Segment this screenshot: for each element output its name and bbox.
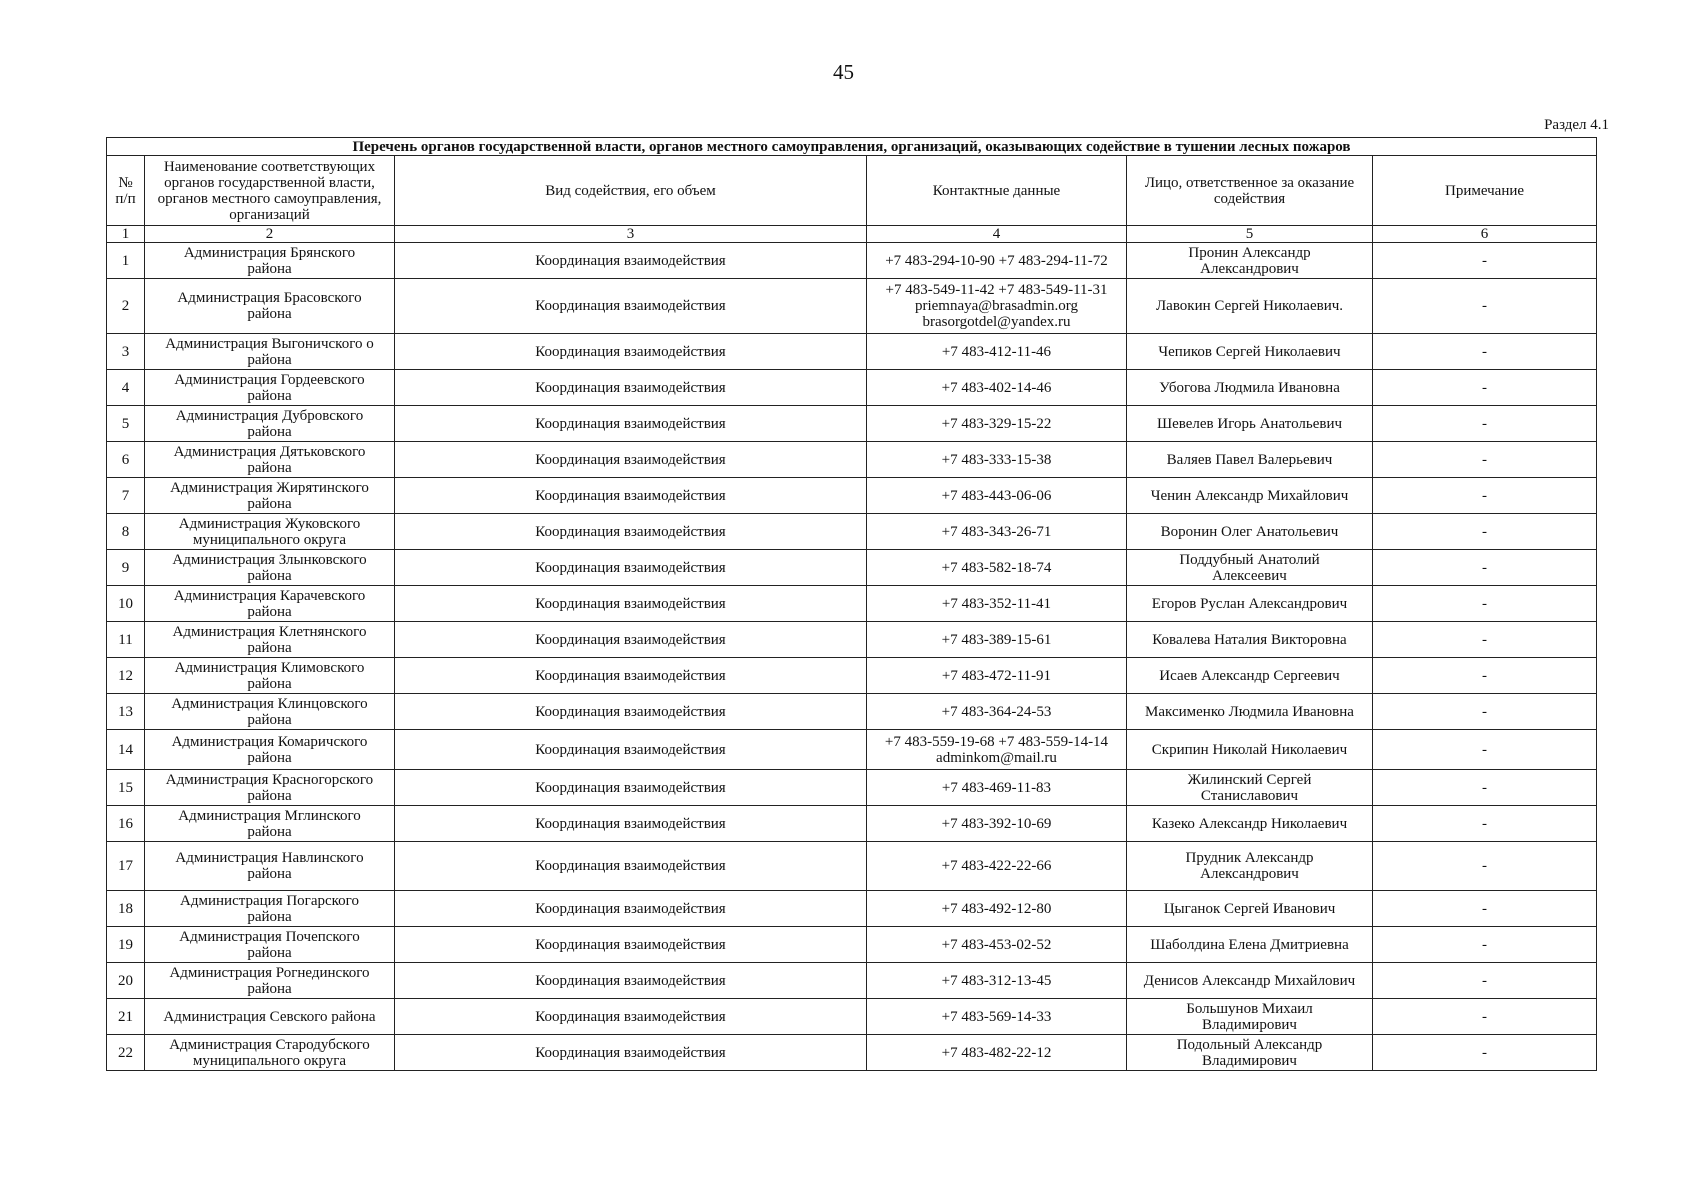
- assistance-type: Координация взаимодействия: [395, 622, 867, 658]
- contact-details: +7 483-422-22-66: [867, 842, 1127, 891]
- note: -: [1373, 550, 1597, 586]
- note: -: [1373, 730, 1597, 770]
- column-number: 5: [1127, 226, 1373, 243]
- responsible-person: Скрипин Николай Николаевич: [1127, 730, 1373, 770]
- header-help: Вид содействия, его объем: [395, 156, 867, 226]
- table-row: [107, 586, 1597, 622]
- assistance-type: Координация взаимодействия: [395, 730, 867, 770]
- row-number: 13: [107, 694, 145, 730]
- column-number: 2: [145, 226, 395, 243]
- organization-name: Администрация Дубровского района: [145, 406, 395, 442]
- row-number: 22: [107, 1035, 145, 1071]
- header-contact: Контактные данные: [867, 156, 1127, 226]
- table-row: [107, 442, 1597, 478]
- contact-details: +7 483-469-11-83: [867, 770, 1127, 806]
- organization-name: Администрация Карачевского района: [145, 586, 395, 622]
- assistance-type: Координация взаимодействия: [395, 806, 867, 842]
- contact-details: +7 483-492-12-80: [867, 891, 1127, 927]
- table-row: [107, 770, 1597, 806]
- row-number: 5: [107, 406, 145, 442]
- note: -: [1373, 927, 1597, 963]
- row-number: 8: [107, 514, 145, 550]
- table-title: Перечень органов государственной власти, органов местного самоуправления, организаций, оказывающих содействие в тушении лесных пожаров: [107, 138, 1597, 156]
- organization-name: Администрация Жуковского муниципального округа: [145, 514, 395, 550]
- assistance-type: Координация взаимодействия: [395, 694, 867, 730]
- table-row: [107, 842, 1597, 891]
- table-row: [107, 730, 1597, 770]
- note: -: [1373, 243, 1597, 279]
- organization-name: Администрация Погарского района: [145, 891, 395, 927]
- assistance-type: Координация взаимодействия: [395, 658, 867, 694]
- responsible-person: Большунов Михаил Владимирович: [1127, 999, 1373, 1035]
- table-row: [107, 622, 1597, 658]
- note: -: [1373, 891, 1597, 927]
- note: -: [1373, 406, 1597, 442]
- assistance-type: Координация взаимодействия: [395, 279, 867, 334]
- row-number: 10: [107, 586, 145, 622]
- row-number: 1: [107, 243, 145, 279]
- assistance-type: Координация взаимодействия: [395, 442, 867, 478]
- row-number: 21: [107, 999, 145, 1035]
- note: -: [1373, 770, 1597, 806]
- table-body: [107, 243, 1597, 1071]
- responsible-person: Воронин Олег Анатольевич: [1127, 514, 1373, 550]
- organization-name: Администрация Брасовского района: [145, 279, 395, 334]
- row-number: 14: [107, 730, 145, 770]
- responsible-person: Жилинский Сергей Станиславович: [1127, 770, 1373, 806]
- contact-details: +7 483-559-19-68 +7 483-559-14-14 adminkom@mail.ru: [867, 730, 1127, 770]
- organization-name: Администрация Жирятинского района: [145, 478, 395, 514]
- assistance-type: Координация взаимодействия: [395, 963, 867, 999]
- note: -: [1373, 658, 1597, 694]
- organization-name: Администрация Дятьковского района: [145, 442, 395, 478]
- responsible-person: Прудник Александр Александрович: [1127, 842, 1373, 891]
- row-number: 3: [107, 334, 145, 370]
- note: -: [1373, 478, 1597, 514]
- column-number: 6: [1373, 226, 1597, 243]
- column-number: 1: [107, 226, 145, 243]
- note: -: [1373, 694, 1597, 730]
- table-row: [107, 370, 1597, 406]
- contact-details: +7 483-389-15-61: [867, 622, 1127, 658]
- assistance-type: Координация взаимодействия: [395, 334, 867, 370]
- table-row: [107, 806, 1597, 842]
- table-row: [107, 279, 1597, 334]
- row-number: 4: [107, 370, 145, 406]
- note: -: [1373, 514, 1597, 550]
- note: -: [1373, 1035, 1597, 1071]
- organization-name: Администрация Клетнянского района: [145, 622, 395, 658]
- table-row: [107, 406, 1597, 442]
- organization-name: Администрация Гордеевского района: [145, 370, 395, 406]
- note: -: [1373, 806, 1597, 842]
- header-person: Лицо, ответственное за оказание содействия: [1127, 156, 1373, 226]
- table-row: [107, 963, 1597, 999]
- responsible-person: Подольный Александр Владимирович: [1127, 1035, 1373, 1071]
- responsible-person: Денисов Александр Михайлович: [1127, 963, 1373, 999]
- header-name: Наименование соответствующих органов государственной власти, органов местного самоуправления, организаций: [145, 156, 395, 226]
- contact-details: +7 483-482-22-12: [867, 1035, 1127, 1071]
- contact-details: +7 483-312-13-45: [867, 963, 1127, 999]
- table-row: [107, 478, 1597, 514]
- responsible-person: Цыганок Сергей Иванович: [1127, 891, 1373, 927]
- responsible-person: Шаболдина Елена Дмитриевна: [1127, 927, 1373, 963]
- assistance-type: Координация взаимодействия: [395, 550, 867, 586]
- row-number: 18: [107, 891, 145, 927]
- responsible-person: Валяев Павел Валерьевич: [1127, 442, 1373, 478]
- organization-name: Администрация Комаричского района: [145, 730, 395, 770]
- row-number: 17: [107, 842, 145, 891]
- assistance-type: Координация взаимодействия: [395, 406, 867, 442]
- contact-details: +7 483-333-15-38: [867, 442, 1127, 478]
- responsible-person: Ченин Александр Михайлович: [1127, 478, 1373, 514]
- table-row: [107, 1035, 1597, 1071]
- table-row: [107, 891, 1597, 927]
- assistance-type: Координация взаимодействия: [395, 478, 867, 514]
- row-number: 12: [107, 658, 145, 694]
- contact-details: +7 483-472-11-91: [867, 658, 1127, 694]
- assistance-type: Координация взаимодействия: [395, 770, 867, 806]
- note: -: [1373, 442, 1597, 478]
- contact-details: +7 483-294-10-90 +7 483-294-11-72: [867, 243, 1127, 279]
- assistance-type: Координация взаимодействия: [395, 370, 867, 406]
- organizations-table: [106, 137, 1597, 1071]
- table-row: [107, 334, 1597, 370]
- column-number-row: [107, 226, 1597, 243]
- responsible-person: Егоров Руслан Александрович: [1127, 586, 1373, 622]
- note: -: [1373, 334, 1597, 370]
- contact-details: +7 483-343-26-71: [867, 514, 1127, 550]
- organization-name: Администрация Выгоничского о района: [145, 334, 395, 370]
- responsible-person: Поддубный Анатолий Алексеевич: [1127, 550, 1373, 586]
- table-row: [107, 694, 1597, 730]
- organization-name: Администрация Климовского района: [145, 658, 395, 694]
- table-row: [107, 658, 1597, 694]
- table-row: [107, 243, 1597, 279]
- header-note: Примечание: [1373, 156, 1597, 226]
- row-number: 15: [107, 770, 145, 806]
- organization-name: Администрация Навлинского района: [145, 842, 395, 891]
- responsible-person: Шевелев Игорь Анатольевич: [1127, 406, 1373, 442]
- responsible-person: Убогова Людмила Ивановна: [1127, 370, 1373, 406]
- responsible-person: Казеко Александр Николаевич: [1127, 806, 1373, 842]
- contact-details: +7 483-402-14-46: [867, 370, 1127, 406]
- row-number: 7: [107, 478, 145, 514]
- responsible-person: Исаев Александр Сергеевич: [1127, 658, 1373, 694]
- organization-name: Администрация Красногорского района: [145, 770, 395, 806]
- assistance-type: Координация взаимодействия: [395, 891, 867, 927]
- responsible-person: Ковалева Наталия Викторовна: [1127, 622, 1373, 658]
- responsible-person: Максименко Людмила Ивановна: [1127, 694, 1373, 730]
- assistance-type: Координация взаимодействия: [395, 586, 867, 622]
- assistance-type: Координация взаимодействия: [395, 842, 867, 891]
- row-number: 2: [107, 279, 145, 334]
- contact-details: +7 483-569-14-33: [867, 999, 1127, 1035]
- organization-name: Администрация Севского района: [145, 999, 395, 1035]
- organization-name: Администрация Злынковского района: [145, 550, 395, 586]
- contact-details: +7 483-329-15-22: [867, 406, 1127, 442]
- column-number: 4: [867, 226, 1127, 243]
- contact-details: +7 483-549-11-42 +7 483-549-11-31 priemnaya@brasadmin.org brasorgotdel@yandex.ru: [867, 279, 1127, 334]
- column-number: 3: [395, 226, 867, 243]
- row-number: 20: [107, 963, 145, 999]
- note: -: [1373, 963, 1597, 999]
- assistance-type: Координация взаимодействия: [395, 999, 867, 1035]
- section-label: Раздел 4.1: [1544, 117, 1609, 133]
- contact-details: +7 483-352-11-41: [867, 586, 1127, 622]
- contact-details: +7 483-443-06-06: [867, 478, 1127, 514]
- assistance-type: Координация взаимодействия: [395, 1035, 867, 1071]
- assistance-type: Координация взаимодействия: [395, 243, 867, 279]
- organization-name: Администрация Рогнединского района: [145, 963, 395, 999]
- note: -: [1373, 842, 1597, 891]
- note: -: [1373, 279, 1597, 334]
- organization-name: Администрация Стародубского муниципального округа: [145, 1035, 395, 1071]
- assistance-type: Координация взаимодействия: [395, 514, 867, 550]
- contact-details: +7 483-582-18-74: [867, 550, 1127, 586]
- table-row: [107, 514, 1597, 550]
- note: -: [1373, 999, 1597, 1035]
- row-number: 19: [107, 927, 145, 963]
- table-row: [107, 927, 1597, 963]
- note: -: [1373, 586, 1597, 622]
- responsible-person: Пронин Александр Александрович: [1127, 243, 1373, 279]
- note: -: [1373, 622, 1597, 658]
- organization-name: Администрация Мглинского района: [145, 806, 395, 842]
- contact-details: +7 483-392-10-69: [867, 806, 1127, 842]
- row-number: 16: [107, 806, 145, 842]
- row-number: 9: [107, 550, 145, 586]
- organization-name: Администрация Брянского района: [145, 243, 395, 279]
- responsible-person: Лавокин Сергей Николаевич.: [1127, 279, 1373, 334]
- table-row: [107, 550, 1597, 586]
- contact-details: +7 483-412-11-46: [867, 334, 1127, 370]
- organization-name: Администрация Клинцовского района: [145, 694, 395, 730]
- page-number: 45: [833, 60, 854, 84]
- table-row: [107, 999, 1597, 1035]
- contact-details: +7 483-453-02-52: [867, 927, 1127, 963]
- note: -: [1373, 370, 1597, 406]
- responsible-person: Чепиков Сергей Николаевич: [1127, 334, 1373, 370]
- row-number: 11: [107, 622, 145, 658]
- assistance-type: Координация взаимодействия: [395, 927, 867, 963]
- row-number: 6: [107, 442, 145, 478]
- contact-details: +7 483-364-24-53: [867, 694, 1127, 730]
- table-header-row: [107, 156, 1597, 226]
- organization-name: Администрация Почепского района: [145, 927, 395, 963]
- header-num: № п/п: [107, 156, 145, 226]
